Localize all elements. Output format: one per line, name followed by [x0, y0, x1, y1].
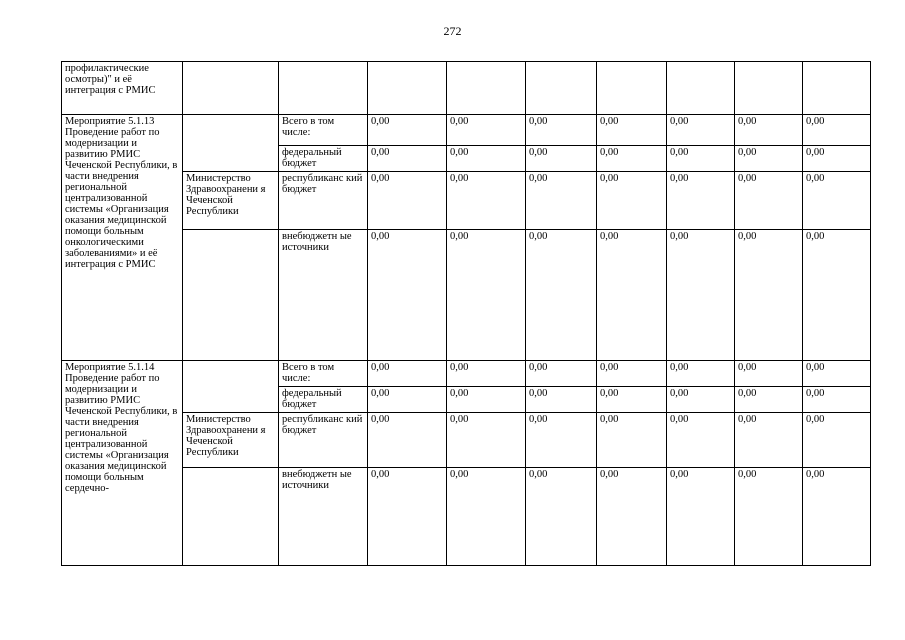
measure-cell: Мероприятие 5.1.14 Проведение работ по модернизации и развитию РМИС Чеченской Республики, в части внедрения региональной централизованной системы «Организация оказания медицинской помощи больным сердечно- — [62, 361, 183, 566]
table-row — [62, 115, 871, 146]
value-cell: 0,00 — [447, 115, 526, 146]
source-cell — [279, 62, 368, 115]
value-cell: 0,00 — [597, 115, 667, 146]
value-cell: 0,00 — [447, 468, 526, 566]
org-cell — [183, 62, 279, 115]
value-cell: 0,00 — [368, 361, 447, 387]
org-cell — [183, 230, 279, 361]
value-cell: 0,00 — [447, 413, 526, 468]
source-cell: республиканс кий бюджет — [279, 172, 368, 230]
value-cell: 0,00 — [368, 413, 447, 468]
value-cell: 0,00 — [667, 230, 735, 361]
value-cell: 0,00 — [667, 468, 735, 566]
value-cell: 0,00 — [803, 468, 871, 566]
value-cell: 0,00 — [447, 361, 526, 387]
value-cell: 0,00 — [667, 146, 735, 172]
table-row — [62, 172, 871, 230]
value-cell: 0,00 — [526, 172, 597, 230]
value-cell: 0,00 — [597, 146, 667, 172]
source-cell: Всего в том числе: — [279, 361, 368, 387]
source-cell: Всего в том числе: — [279, 115, 368, 146]
value-cell — [368, 62, 447, 115]
value-cell: 0,00 — [803, 146, 871, 172]
value-cell: 0,00 — [667, 413, 735, 468]
value-cell: 0,00 — [735, 230, 803, 361]
value-cell: 0,00 — [368, 172, 447, 230]
value-cell: 0,00 — [597, 172, 667, 230]
value-cell: 0,00 — [803, 115, 871, 146]
source-cell: республиканс кий бюджет — [279, 413, 368, 468]
value-cell: 0,00 — [803, 172, 871, 230]
value-cell: 0,00 — [667, 387, 735, 413]
value-cell: 0,00 — [526, 468, 597, 566]
source-cell: внебюджетн ые источники — [279, 230, 368, 361]
value-cell: 0,00 — [368, 387, 447, 413]
value-cell: 0,00 — [368, 146, 447, 172]
value-cell: 0,00 — [447, 146, 526, 172]
value-cell — [803, 62, 871, 115]
value-cell: 0,00 — [597, 413, 667, 468]
value-cell: 0,00 — [597, 468, 667, 566]
page-number: 272 — [443, 24, 462, 38]
value-cell: 0,00 — [526, 115, 597, 146]
value-cell: 0,00 — [735, 387, 803, 413]
value-cell: 0,00 — [667, 115, 735, 146]
value-cell — [667, 62, 735, 115]
value-cell: 0,00 — [368, 115, 447, 146]
value-cell — [597, 62, 667, 115]
value-cell: 0,00 — [447, 387, 526, 413]
value-cell: 0,00 — [597, 387, 667, 413]
value-cell: 0,00 — [368, 230, 447, 361]
value-cell: 0,00 — [447, 230, 526, 361]
value-cell: 0,00 — [526, 361, 597, 387]
value-cell: 0,00 — [735, 468, 803, 566]
source-cell: федеральный бюджет — [279, 387, 368, 413]
table-row — [62, 468, 871, 566]
source-cell: федеральный бюджет — [279, 146, 368, 172]
value-cell: 0,00 — [735, 413, 803, 468]
value-cell — [526, 62, 597, 115]
table-row — [62, 361, 871, 387]
table-row — [62, 413, 871, 468]
value-cell: 0,00 — [597, 230, 667, 361]
org-cell — [183, 468, 279, 566]
value-cell: 0,00 — [803, 387, 871, 413]
value-cell: 0,00 — [447, 172, 526, 230]
value-cell: 0,00 — [526, 387, 597, 413]
value-cell: 0,00 — [735, 146, 803, 172]
value-cell — [735, 62, 803, 115]
org-cell: Министерство Здравоохранени я Чеченской Республики — [183, 413, 279, 468]
value-cell: 0,00 — [667, 172, 735, 230]
value-cell: 0,00 — [735, 115, 803, 146]
value-cell: 0,00 — [803, 361, 871, 387]
org-cell — [183, 115, 279, 172]
value-cell: 0,00 — [597, 361, 667, 387]
value-cell: 0,00 — [526, 146, 597, 172]
value-cell: 0,00 — [368, 468, 447, 566]
org-cell — [183, 361, 279, 413]
value-cell: 0,00 — [803, 413, 871, 468]
value-cell: 0,00 — [667, 361, 735, 387]
table-row — [62, 230, 871, 361]
value-cell: 0,00 — [526, 230, 597, 361]
measure-cell: Мероприятие 5.1.13 Проведение работ по модернизации и развитию РМИС Чеченской Республики, в части внедрения региональной централизованной системы «Организация оказания медицинской помощи больным онкологическими заболеваниями» и её интеграция с РМИС — [62, 115, 183, 361]
measure-cell: профилактические осмотры)" и её интеграция с РМИС — [62, 62, 183, 115]
value-cell: 0,00 — [735, 361, 803, 387]
value-cell: 0,00 — [803, 230, 871, 361]
table-row — [62, 62, 871, 115]
org-cell: Министерство Здравоохранени я Чеченской Республики — [183, 172, 279, 230]
value-cell: 0,00 — [526, 413, 597, 468]
value-cell — [447, 62, 526, 115]
budget-table — [61, 61, 871, 566]
source-cell: внебюджетн ые источники — [279, 468, 368, 566]
value-cell: 0,00 — [735, 172, 803, 230]
